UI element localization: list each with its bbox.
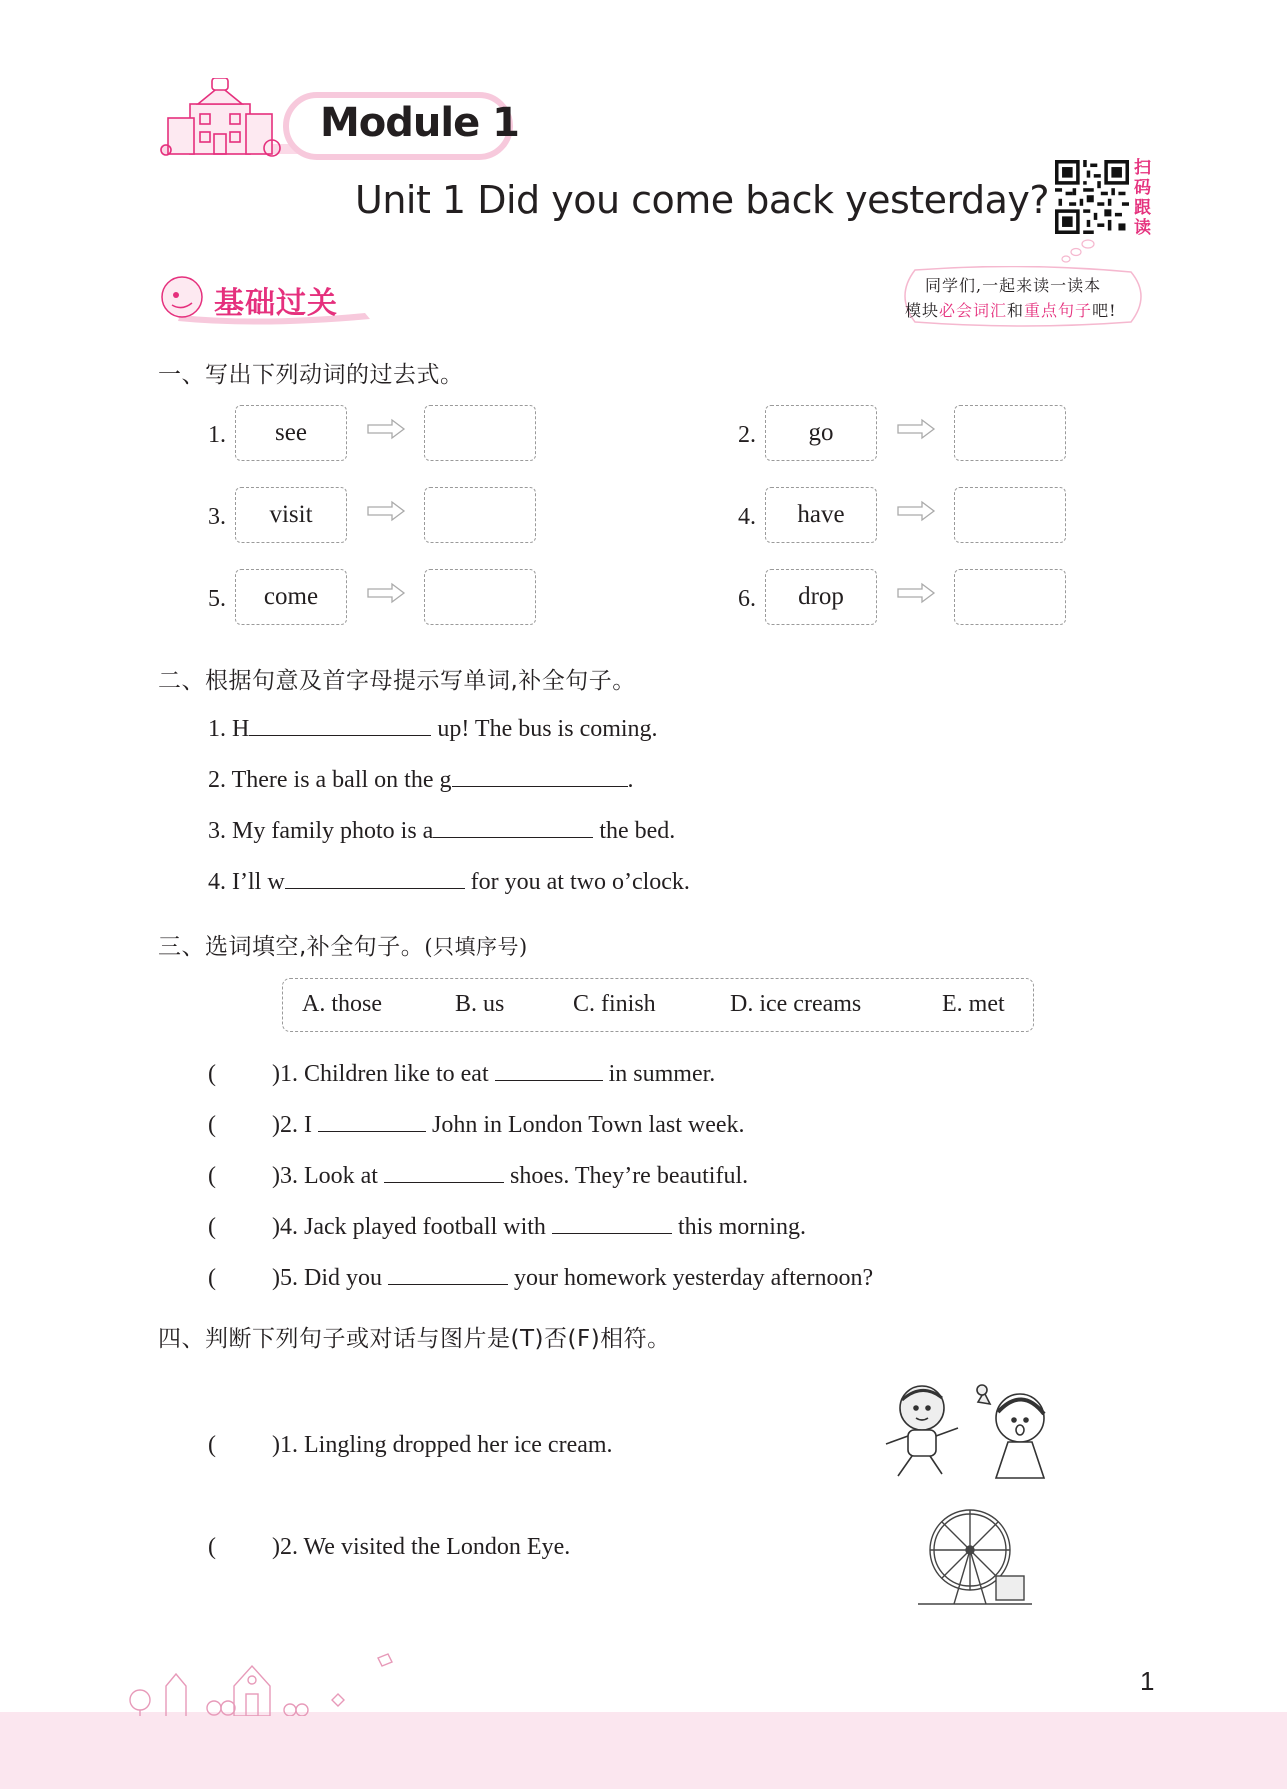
answer-blank[interactable] [249, 713, 431, 736]
item-number: 6. [738, 586, 756, 612]
london-eye-illustration [914, 1502, 1034, 1612]
sentence-item: 1. H up! The bus is coming. [208, 713, 658, 743]
verb-box: come [235, 569, 347, 625]
part2-heading: 二、根据句意及首字母提示写单词,补全句子。 [158, 668, 636, 694]
fill-item: ( )4. Jack played football with this morning. [208, 1211, 806, 1241]
fill-item: ( )1. Children like to eat in summer. [208, 1058, 715, 1088]
right-arrow-icon [896, 582, 936, 604]
scan-to-read-label: 扫 码 跟 读 [1134, 158, 1151, 238]
verb-box: drop [765, 569, 877, 625]
word-option: D. ice creams [730, 991, 862, 1017]
right-arrow-icon [366, 500, 406, 522]
bubble-text-line1: 同学们,一起来读一读本 [925, 276, 1102, 295]
answer-box[interactable] [954, 487, 1066, 543]
page-number: 1 [1140, 1666, 1155, 1696]
bubble-text-line2: 模块必会词汇和重点句子吧! [905, 301, 1117, 320]
answer-blank[interactable] [552, 1211, 672, 1234]
verb-box: go [765, 405, 877, 461]
qr-code-icon[interactable] [1055, 160, 1129, 234]
sentence-item: 4. I’ll w for you at two o’clock. [208, 866, 690, 896]
item-number: 4. [738, 504, 756, 530]
answer-blank[interactable] [452, 764, 628, 787]
word-option: C. finish [573, 991, 656, 1017]
word-option: E. met [942, 991, 1005, 1017]
answer-box[interactable] [424, 487, 536, 543]
item-number: 5. [208, 586, 226, 612]
answer-blank[interactable] [388, 1262, 508, 1285]
children-ice-cream-illustration [872, 1378, 1068, 1482]
part1-heading: 一、写出下列动词的过去式。 [158, 362, 464, 388]
answer-blank[interactable] [384, 1160, 504, 1183]
verb-box: visit [235, 487, 347, 543]
verb-box: see [235, 405, 347, 461]
footer-band [0, 1712, 1287, 1789]
part3-heading: 三、选词填空,补全句子。(只填序号) [158, 934, 528, 960]
answer-box[interactable] [954, 405, 1066, 461]
answer-box[interactable] [424, 569, 536, 625]
right-arrow-icon [366, 582, 406, 604]
module-title: Module 1 [320, 100, 519, 146]
sentence-item: 2. There is a ball on the g . [208, 764, 634, 794]
right-arrow-icon [896, 418, 936, 440]
item-number: 3. [208, 504, 226, 530]
sentence-item: 3. My family photo is a the bed. [208, 815, 675, 845]
unit-title: Unit 1 Did you come back yesterday? [355, 178, 1050, 222]
verb-box: have [765, 487, 877, 543]
answer-blank[interactable] [285, 866, 465, 889]
fill-item: ( )3. Look at shoes. They’re beautiful. [208, 1160, 748, 1190]
judge-item: ( )1. Lingling dropped her ice cream. [208, 1432, 613, 1458]
right-arrow-icon [366, 418, 406, 440]
fill-item: ( )2. I John in London Town last week. [208, 1109, 745, 1139]
answer-blank[interactable] [318, 1109, 426, 1132]
bubble-tail-icon [1058, 238, 1098, 264]
answer-box[interactable] [954, 569, 1066, 625]
section-title: 基础过关 [214, 286, 338, 321]
word-bank [282, 978, 1034, 1032]
part4-heading: 四、判断下列句子或对话与图片是(T)否(F)相符。 [158, 1326, 671, 1352]
fill-item: ( )5. Did you your homework yesterday afternoon? [208, 1262, 873, 1292]
answer-blank[interactable] [495, 1058, 603, 1081]
item-number: 2. [738, 422, 756, 448]
right-arrow-icon [896, 500, 936, 522]
item-number: 1. [208, 422, 226, 448]
word-option: B. us [455, 991, 505, 1017]
judge-item: ( )2. We visited the London Eye. [208, 1534, 571, 1560]
answer-box[interactable] [424, 405, 536, 461]
answer-blank[interactable] [433, 815, 593, 838]
footer-town-illustration [122, 1650, 402, 1716]
word-option: A. those [302, 991, 382, 1017]
